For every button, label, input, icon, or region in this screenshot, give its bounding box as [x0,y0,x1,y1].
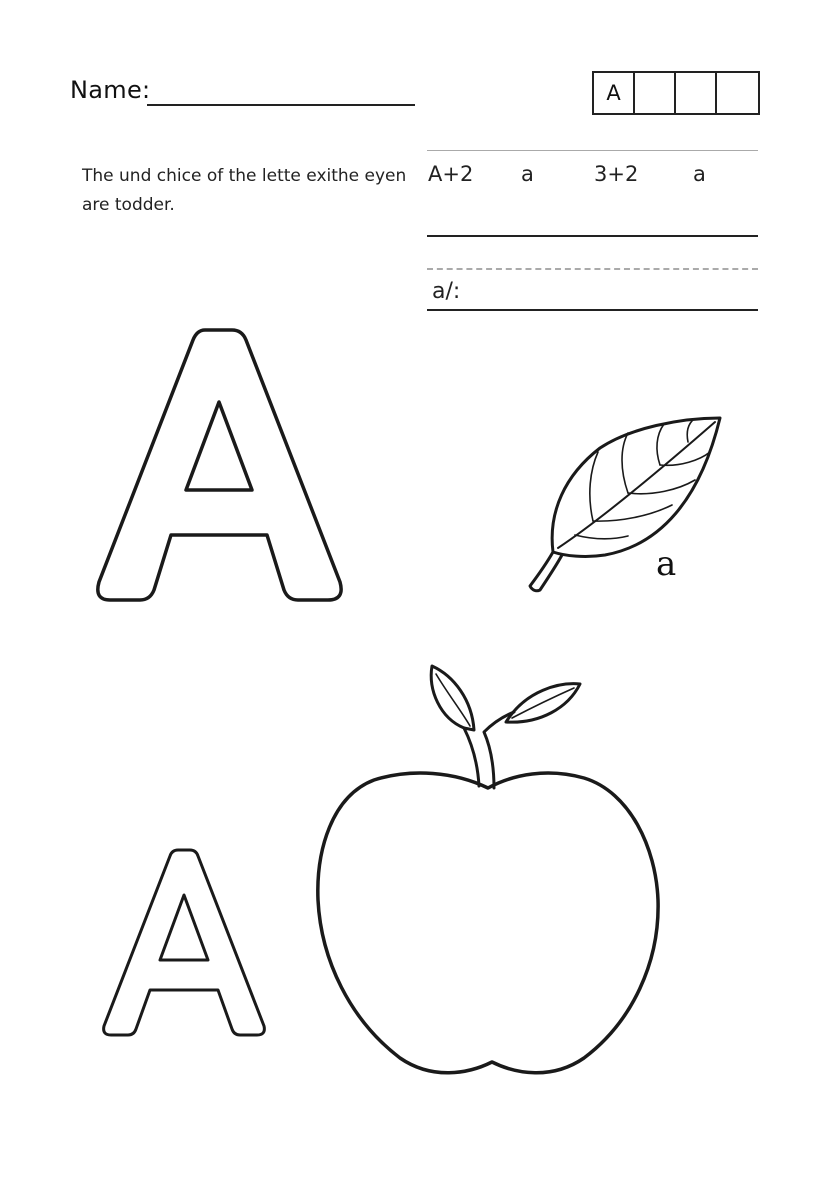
letter-box[interactable]: A [594,73,635,113]
instruction-text: The und chice of the lette exithe eyen are todder. [82,166,407,215]
leaf-caption: a [656,544,677,584]
equation-item: a [693,162,706,186]
writing-label: a/: [432,279,461,304]
equation-item: A+2 [428,162,474,186]
equation-item: 3+2 [594,162,639,186]
small-letter-a-icon[interactable] [104,850,265,1035]
leaf-icon[interactable] [530,418,720,591]
equation-item: a [521,162,534,186]
big-letter-a-icon[interactable] [98,330,341,600]
apple-icon[interactable] [318,666,658,1073]
name-label: Name: [70,76,151,104]
